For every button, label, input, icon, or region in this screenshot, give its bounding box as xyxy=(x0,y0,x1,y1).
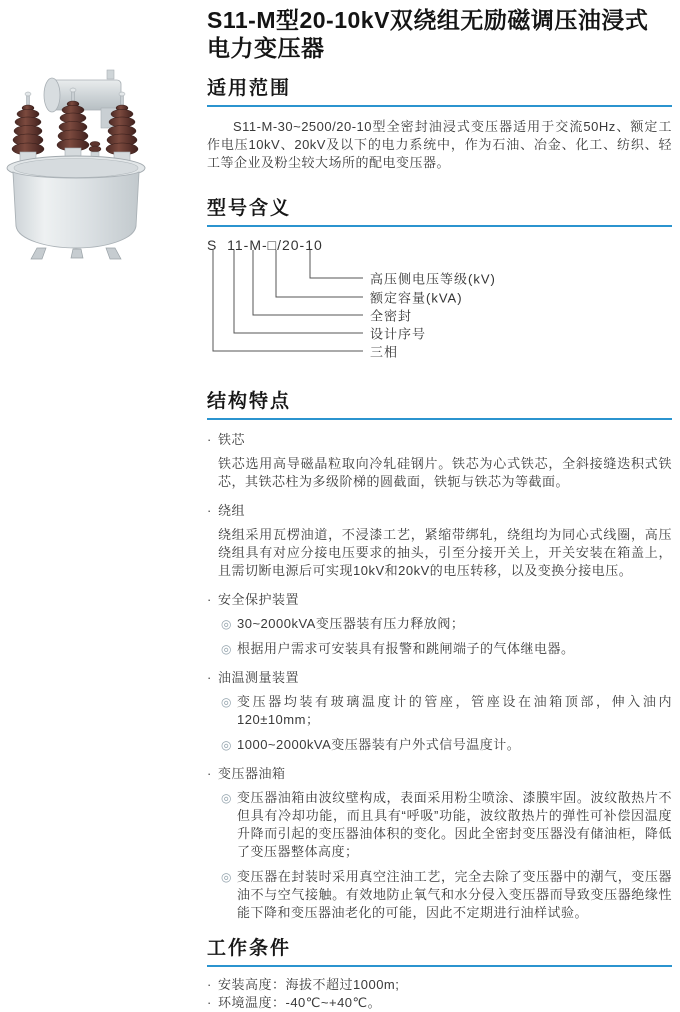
model-diagram-label-phase: 三相 xyxy=(370,344,399,360)
feature-title xyxy=(207,589,672,608)
feature-paragraph: 绕组采用瓦楞油道，不浸漆工艺，紧缩带绑轧，绕组均为同心式线圈，高压绕组具有对应分接电压要求的抽头，引至分接开关上，开关安装在箱盖上，且需切断电源后可实现10kV和20kV的电压转移，以及变换分接电压。 xyxy=(218,527,672,578)
feature-subitem xyxy=(221,868,672,922)
scope-paragraph: S11-M-30~2500/20-10型全密封油浸式变压器适用于交流50Hz、额定工作电压10kV、20kV及以下的电力系统中，作为石油、冶金、化工、纺织、轻工等企业及粉尘较大场所的配电变压器。 xyxy=(207,119,672,170)
feature-subitem xyxy=(221,736,672,754)
dot-bullet-icon: · xyxy=(207,503,212,518)
model-diagram-label-capacity: 额定容量(kVA) xyxy=(370,290,463,306)
feature-title-text: 绕组 xyxy=(218,503,246,518)
feature-item-winding xyxy=(207,500,672,580)
section-heading-conditions: 工作条件 xyxy=(207,938,672,967)
section-heading-scope: 适用范围 xyxy=(207,78,672,107)
feature-item-oil-temp xyxy=(207,667,672,754)
ring-bullet-icon: ◎ xyxy=(221,738,232,752)
feature-item-core xyxy=(207,429,672,491)
page-title xyxy=(207,6,672,62)
feature-subitem-text: 变压器均装有玻璃温度计的管座，管座设在油箱顶部，伸入油内120±10mm； xyxy=(237,694,672,727)
ring-bullet-icon: ◎ xyxy=(221,870,232,884)
feature-subitem xyxy=(221,693,672,729)
section-heading-features: 结构特点 xyxy=(207,391,672,420)
feature-subitem-text: 变压器油箱由波纹壁构成，表面采用粉尘喷涂、漆膜牢固。波纹散热片不但具有冷却功能，而且具有“呼吸”功能，波纹散热片的弹性可补偿因温度升降而引起的变压器油体积的变化。因此全密封变压器没有储油柜，降低了变压器整体高度； xyxy=(237,790,672,859)
feature-subitem-text: 1000~2000kVA变压器装有户外式信号温度计。 xyxy=(237,737,521,752)
condition-item xyxy=(207,976,672,994)
feature-title xyxy=(207,763,672,782)
transformer-photo xyxy=(3,68,150,260)
feature-title xyxy=(207,429,672,448)
feature-subitem-text: 30~2000kVA变压器装有压力释放阀； xyxy=(237,616,465,631)
feature-item-safety xyxy=(207,589,672,658)
feature-subitem xyxy=(221,789,672,861)
condition-text: 环境温度：-40℃~+40℃。 xyxy=(218,995,382,1010)
feature-title-text: 铁芯 xyxy=(218,432,246,447)
feature-subitem xyxy=(221,640,672,658)
ring-bullet-icon: ◎ xyxy=(221,695,232,709)
feature-subitem-text: 根据用户需求可安装具有报警和跳闸端子的气体继电器。 xyxy=(237,641,575,656)
condition-text: 安装高度：海拔不超过1000m; xyxy=(218,977,400,992)
dot-bullet-icon: · xyxy=(207,766,212,781)
model-designation-diagram xyxy=(207,237,672,371)
dot-bullet-icon: · xyxy=(207,432,212,447)
dot-bullet-icon: · xyxy=(207,995,212,1010)
feature-subitem-text: 变压器在封装时采用真空注油工艺，完全去除了变压器中的潮气，变压器油不与空气接触。有效地防止氧气和水分侵入变压器而导致变压器绝缘性能下降和变压器油老化的可能，因此不定期进行油样试验。 xyxy=(237,869,672,920)
feature-item-tank xyxy=(207,763,672,922)
model-diagram-label-design: 设计序号 xyxy=(370,326,427,342)
page-title-line2: 电力变压器 xyxy=(207,35,325,61)
ring-bullet-icon: ◎ xyxy=(221,642,232,656)
feature-paragraph: 铁芯选用高导磁晶粒取向冷轧硅钢片。铁芯为心式铁芯，全斜接缝迭积式铁芯，其铁芯柱为多级阶梯的圆截面，铁轭与铁芯为等截面。 xyxy=(218,456,672,489)
feature-title-text: 安全保护装置 xyxy=(218,592,300,607)
section-heading-model: 型号含义 xyxy=(207,198,672,227)
model-code: S 11-M-□/20-10 xyxy=(207,237,323,253)
dot-bullet-icon: · xyxy=(207,592,212,607)
ring-bullet-icon: ◎ xyxy=(221,791,232,805)
model-diagram-label-hv: 高压侧电压等级(kV) xyxy=(370,271,496,287)
content-column xyxy=(207,6,672,1012)
condition-item xyxy=(207,994,672,1012)
dot-bullet-icon: · xyxy=(207,977,212,992)
feature-title-text: 变压器油箱 xyxy=(218,766,286,781)
feature-title-text: 油温测量装置 xyxy=(218,670,300,685)
page-title-line1: S11-M型20-10kV双绕组无励磁调压油浸式 xyxy=(207,7,649,33)
dot-bullet-icon: · xyxy=(207,670,212,685)
transformer-illustration xyxy=(3,68,150,260)
conditions-list xyxy=(207,976,672,1012)
feature-title xyxy=(207,500,672,519)
feature-subitem xyxy=(221,615,672,633)
ring-bullet-icon: ◎ xyxy=(221,617,232,631)
feature-title xyxy=(207,667,672,686)
model-diagram-label-sealed: 全密封 xyxy=(370,308,413,324)
